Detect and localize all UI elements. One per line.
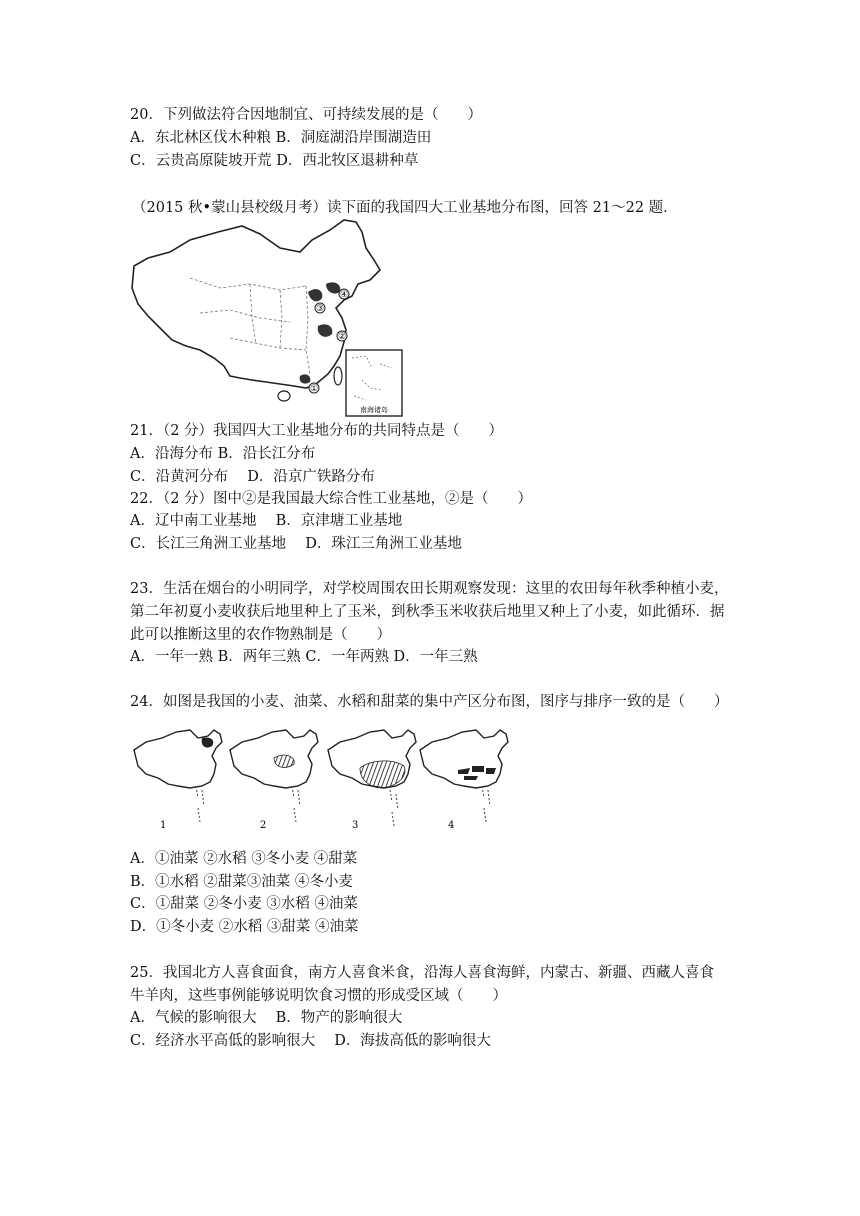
crop-maps [130,724,510,834]
q20-options-cd: C．云贵高原陡坡开荒 D．西北牧区退耕种草 [130,153,419,169]
q24-stem: 24．如图是我国的小麦、油菜、水稻和甜菜的集中产区分布图，图序与排序一致的是（ ） [130,694,729,710]
map-marker-4: ④ [339,290,349,300]
map-marker-3: ③ [315,304,325,314]
q24-option-a: A．①油菜 ②水稻 ③冬小麦 ④甜菜 [130,851,358,867]
map-marker-2: ② [337,332,347,342]
crop-map-label-2: 2 [260,820,267,831]
map-marker-1: ① [309,384,319,394]
crop-map-3 [328,730,416,826]
q25-stem-line1: 25．我国北方人喜食面食，南方人喜食米食，沿海人喜食海鲜，内蒙古、新疆、西藏人喜食 [130,965,714,981]
inset-label: 南海诸岛 [360,406,388,414]
crop-map-4 [420,730,508,822]
q20-options-ab: A．东北林区伐木种粮 B．洞庭湖沿岸围湖造田 [130,130,432,146]
q25-options-ab: A．气候的影响很大 B．物产的影响很大 [130,1010,403,1026]
crop-map-label-4: 4 [448,820,455,831]
q20-stem: 20．下列做法符合因地制宜、可持续发展的是（ ） [130,107,482,123]
q21-options-cd: C．沿黄河分布 D．沿京广铁路分布 [130,469,375,485]
q24-option-b: B．①水稻 ②甜菜③油菜 ④冬小麦 [130,874,353,890]
q22-options-ab: A．辽中南工业基地 B．京津塘工业基地 [130,513,403,529]
q23-stem-line1: 23．生活在烟台的小明同学，对学校周围农田长期观察发现：这里的农田每年秋季种植小麦， [130,581,729,597]
q23-stem-line3: 此可以推断这里的农作物熟制是（ ） [130,627,391,643]
q22-stem: 22．（2 分）图中②是我国最大综合性工业基地，②是（ ） [130,491,533,507]
q23-stem-line2: 第二年初夏小麦收获后地里种上了玉米，到秋季玉米收获后地里又种上了小麦，如此循环．据 [130,604,725,620]
q25-options-cd: C．经济水平高低的影响很大 D．海拔高低的影响很大 [130,1033,491,1049]
crop-map-label-1: 1 [160,820,167,831]
q24-option-d: D．①冬小麦 ②水稻 ③甜菜 ④油菜 [130,919,359,935]
q22-options-cd: C．长江三角洲工业基地 D．珠江三角洲工业基地 [130,536,462,552]
crop-map-1 [134,730,222,822]
q23-options: A．一年一熟 B．两年三熟 C．一年两熟 D．一年三熟 [130,649,478,665]
crop-map-label-3: 3 [352,820,359,831]
industrial-bases-map [130,218,410,418]
q21-stem: 21．（2 分）我国四大工业基地分布的共同特点是（ ） [130,423,504,439]
q21-22-intro: （2015 秋•蒙山县校级月考）读下面的我国四大工业基地分布图，回答 21～22 题． [132,200,678,216]
q25-stem-line2: 牛羊肉，这些事例能够说明饮食习惯的形成受区域（ ） [130,988,507,1004]
q24-option-c: C．①甜菜 ②冬小麦 ③水稻 ④油菜 [130,896,358,912]
q21-options-ab: A．沿海分布 B．沿长江分布 [130,446,316,462]
crop-map-2 [230,730,318,822]
